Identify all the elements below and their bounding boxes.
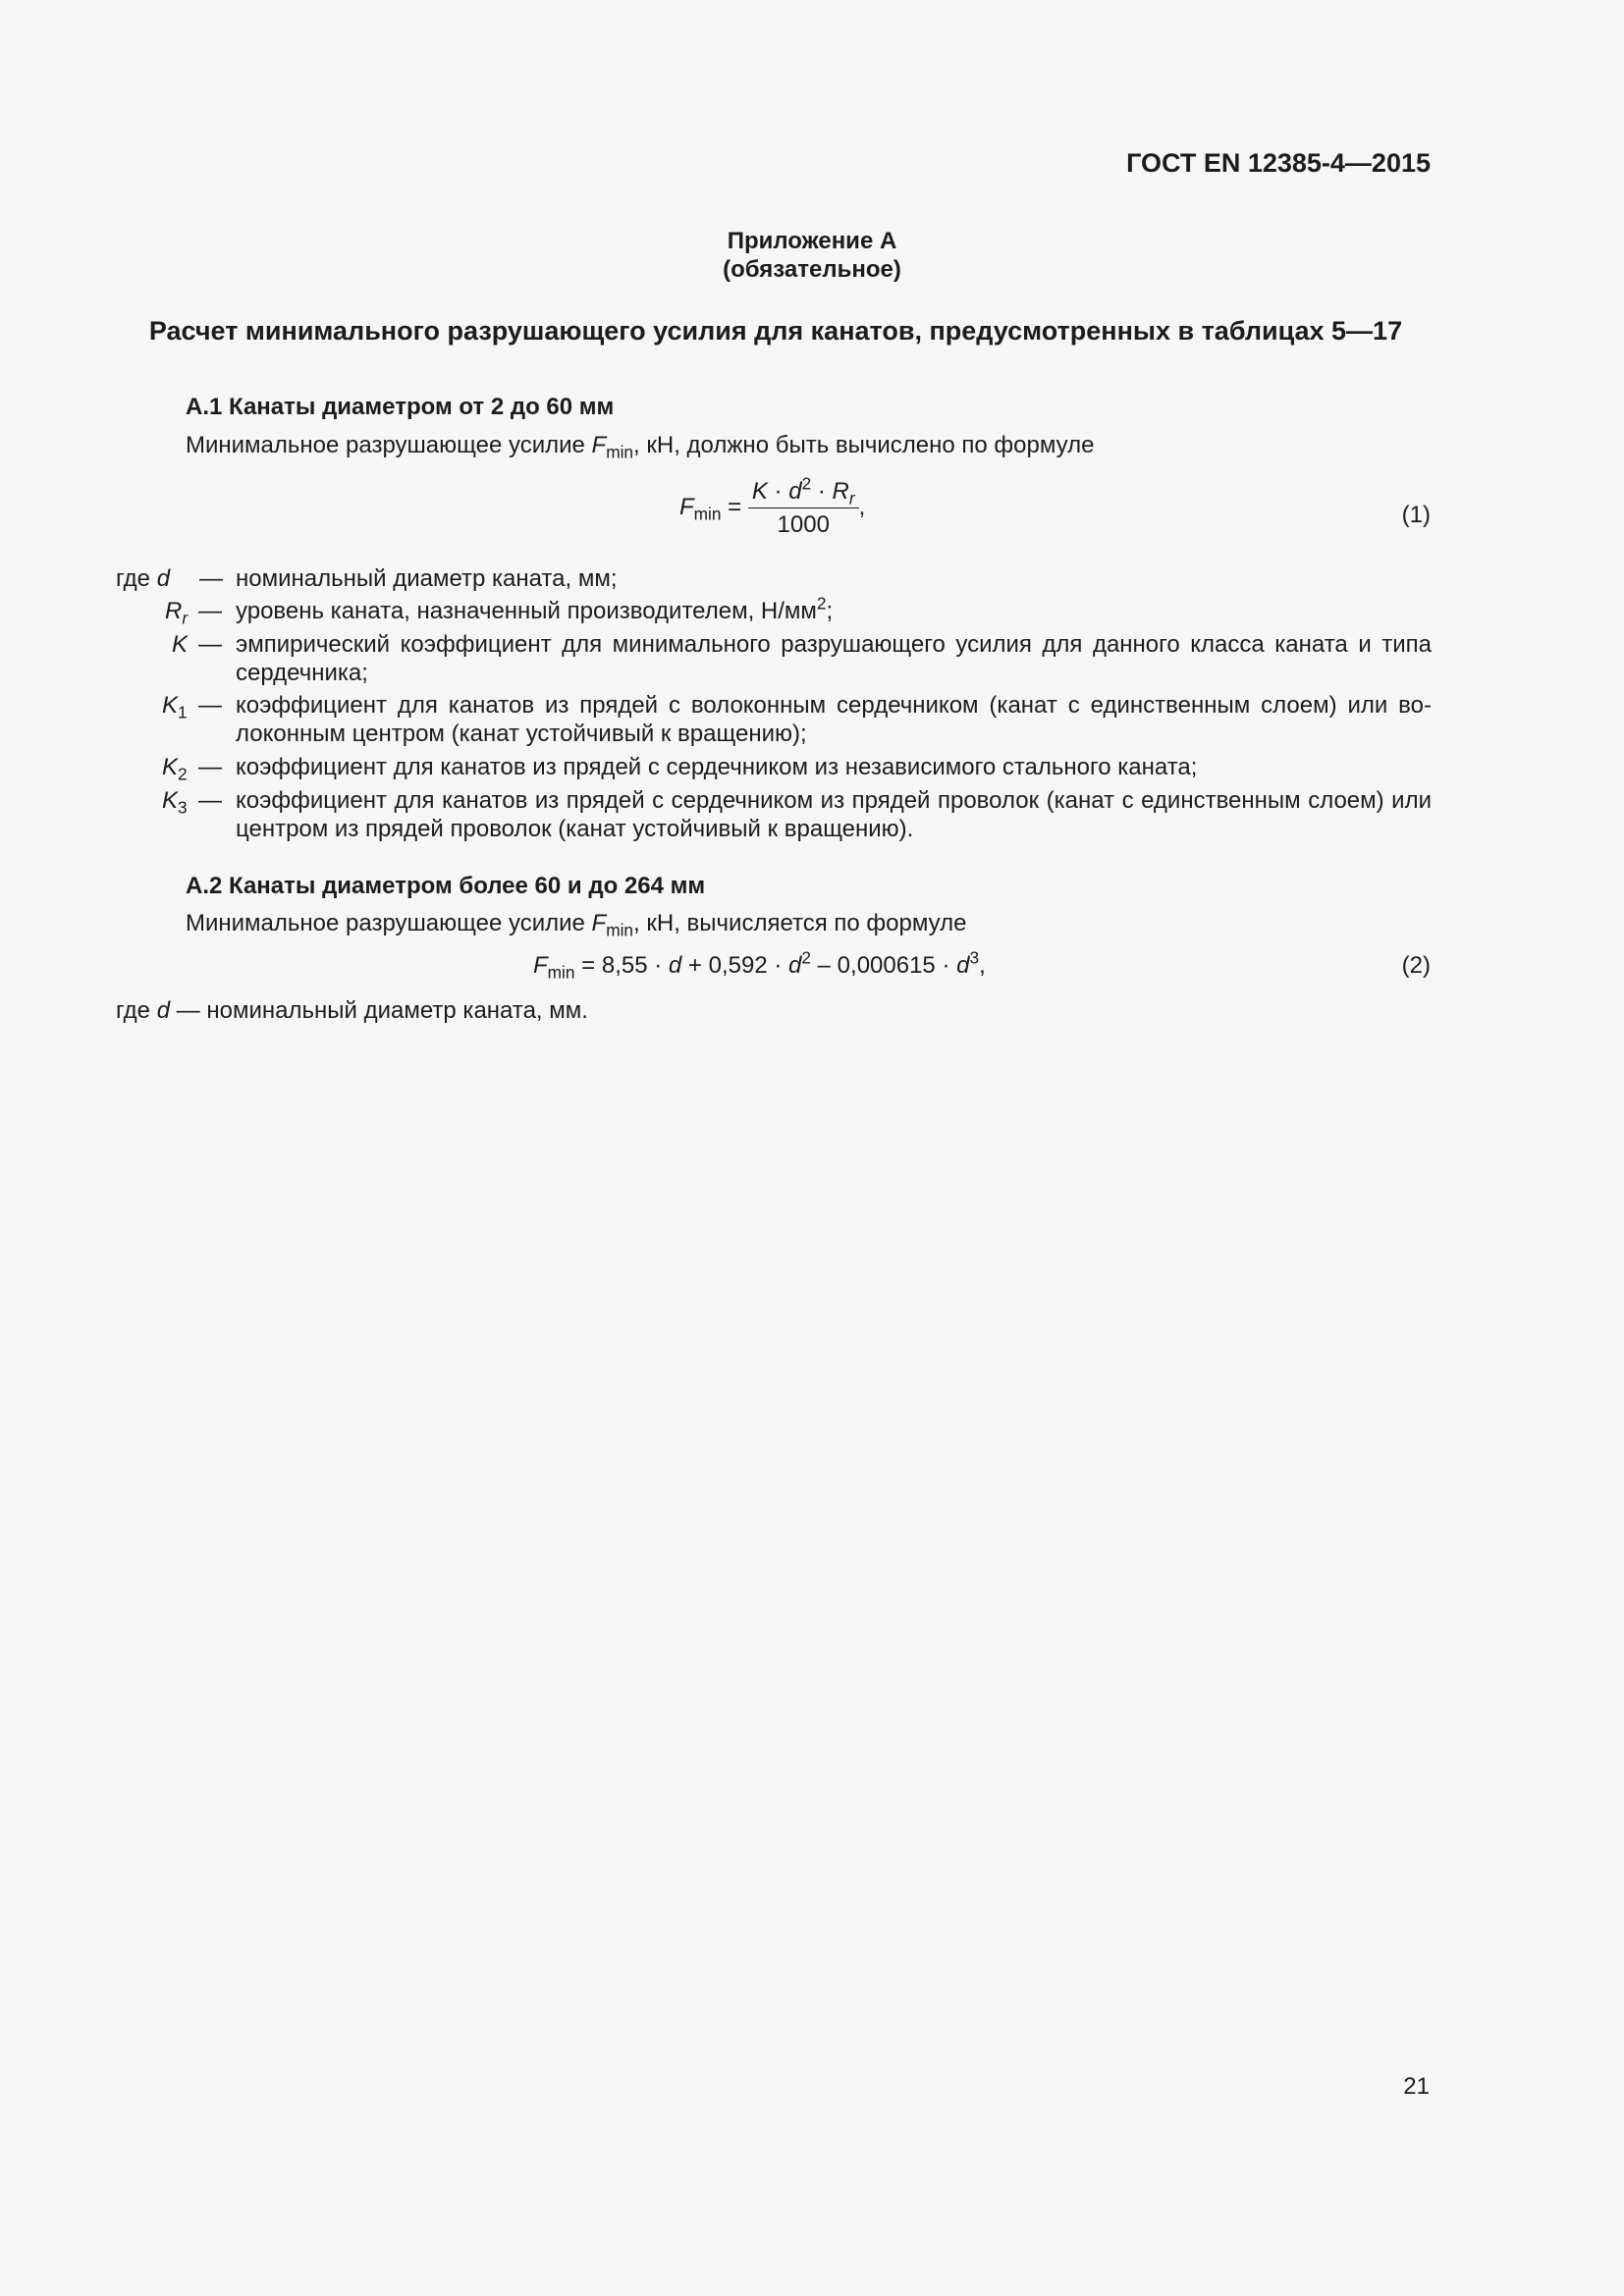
annex-status: (обязательное) <box>723 256 901 283</box>
formula-1-denominator: 1000 <box>777 511 830 538</box>
document-standard-id: ГОСТ EN 12385-4—2015 <box>1126 148 1431 178</box>
a1-intro-before: Минимальное разрушающее усилие <box>186 432 592 458</box>
formula-1-number: (1) <box>1401 502 1431 528</box>
formula-2: $F_{min} = 8,55 \cdot d + 0,592 \cdot d^2 - 0,000615 \cdot d^3$, <box>533 947 986 983</box>
formula-2-number: (2) <box>1401 952 1431 979</box>
formula-1-fraction <box>748 473 859 539</box>
a1-heading: А.1 Канаты диаметром от 2 до 60 мм <box>186 394 615 420</box>
formula-1: $F_{min}$ = $\frac{K \cdot d^2 \cdot R_r}{1000}$ , <box>679 473 866 538</box>
a1-intro-after: , кН, должно быть вычислено по формуле <box>633 432 1095 458</box>
f-min-symbol: F <box>591 432 607 458</box>
annex-title: Приложение А <box>727 228 897 254</box>
a2-where: где d — номинальный диаметр каната, мм. <box>116 997 588 1024</box>
section-title: Расчет минимального разрушающего усилия для канатов, предусмотренных в таблицах 5—17 <box>148 316 1403 346</box>
a2-intro: Минимальное разрушающее усилие $F_{min}$, кН, вычисляется по формуле <box>186 910 967 940</box>
formula-1-numerator: $K \cdot d^2 \cdot R_r$ <box>748 477 859 508</box>
a2-heading: А.2 Канаты диаметром более 60 и до 264 мм <box>186 873 706 899</box>
page-number: 21 <box>1403 2073 1430 2100</box>
a1-intro: Минимальное разрушающее усилие $F_{min}$, кН, должно быть вычислено по формуле <box>186 432 1095 462</box>
